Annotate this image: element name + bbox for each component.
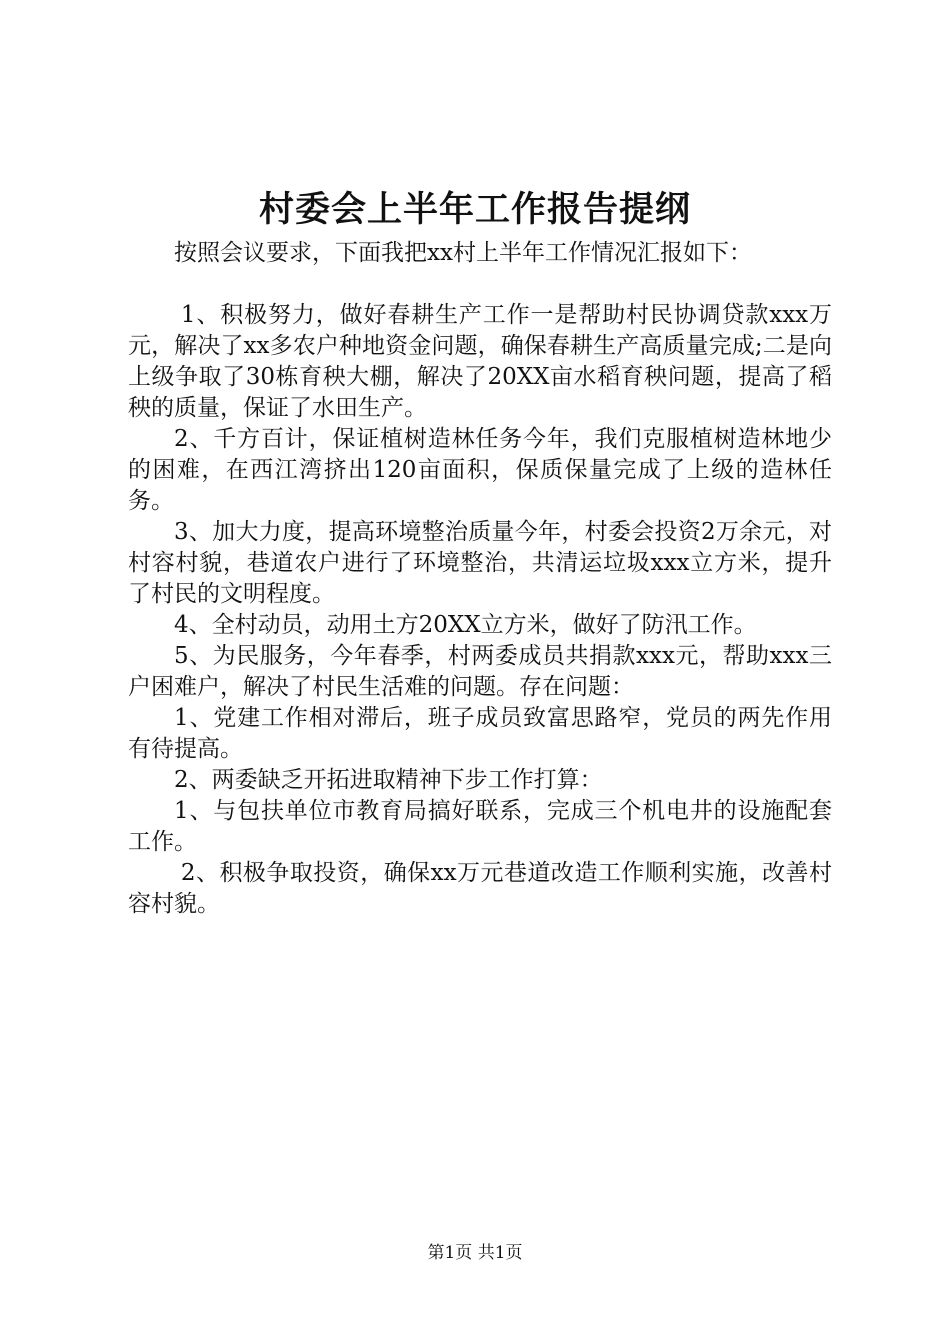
document-body [128, 238, 832, 920]
paragraph-8: 1、与包扶单位市教育局搞好联系，完成三个机电井的设施配套工作。 [128, 798, 832, 855]
paragraph-4: 4、全村动员，动用土方20XX立方米，做好了防汛工作。 [174, 612, 757, 638]
paragraph-7: 2、两委缺乏开拓进取精神下步工作打算： [174, 767, 603, 793]
paragraph-2: 2、千方百计，保证植树造林任务今年，我们克服植树造林地少的困难，在西江湾挤出120亩面积，保质保量完成了上级的造林任务。 [128, 426, 832, 514]
paragraph-9: 2、积极争取投资，确保xx万元巷道改造工作顺利实施，改善村容村貌。 [128, 860, 832, 917]
paragraph-3: 3、加大力度，提高环境整治质量今年，村委会投资2万余元，对村容村貌，巷道农户进行了环境整治，共清运垃圾xxx立方米，提升了村民的文明程度。 [128, 519, 832, 607]
intro-paragraph: 按照会议要求，下面我把xx村上半年工作情况汇报如下： [174, 240, 752, 266]
paragraph-5: 5、为民服务，今年春季，村两委成员共捐款xxx元，帮助xxx三户困难户，解决了村民生活难的问题。存在问题： [128, 643, 832, 700]
paragraph-6: 1、党建工作相对滞后，班子成员致富思路窄，党员的两先作用有待提高。 [128, 705, 832, 762]
document-title: 村委会上半年工作报告提纲 [258, 189, 691, 230]
page-footer: 第1页 共1页 [427, 1243, 523, 1263]
paragraph-1: 1、积极努力，做好春耕生产工作一是帮助村民协调贷款xxx万元，解决了xx多农户种地资金问题，确保春耕生产高质量完成;二是向上级争取了30栋育秧大棚，解决了20XX亩水稻育秧问题，提高了稻秧的质量，保证了水田生产。 [128, 302, 832, 421]
